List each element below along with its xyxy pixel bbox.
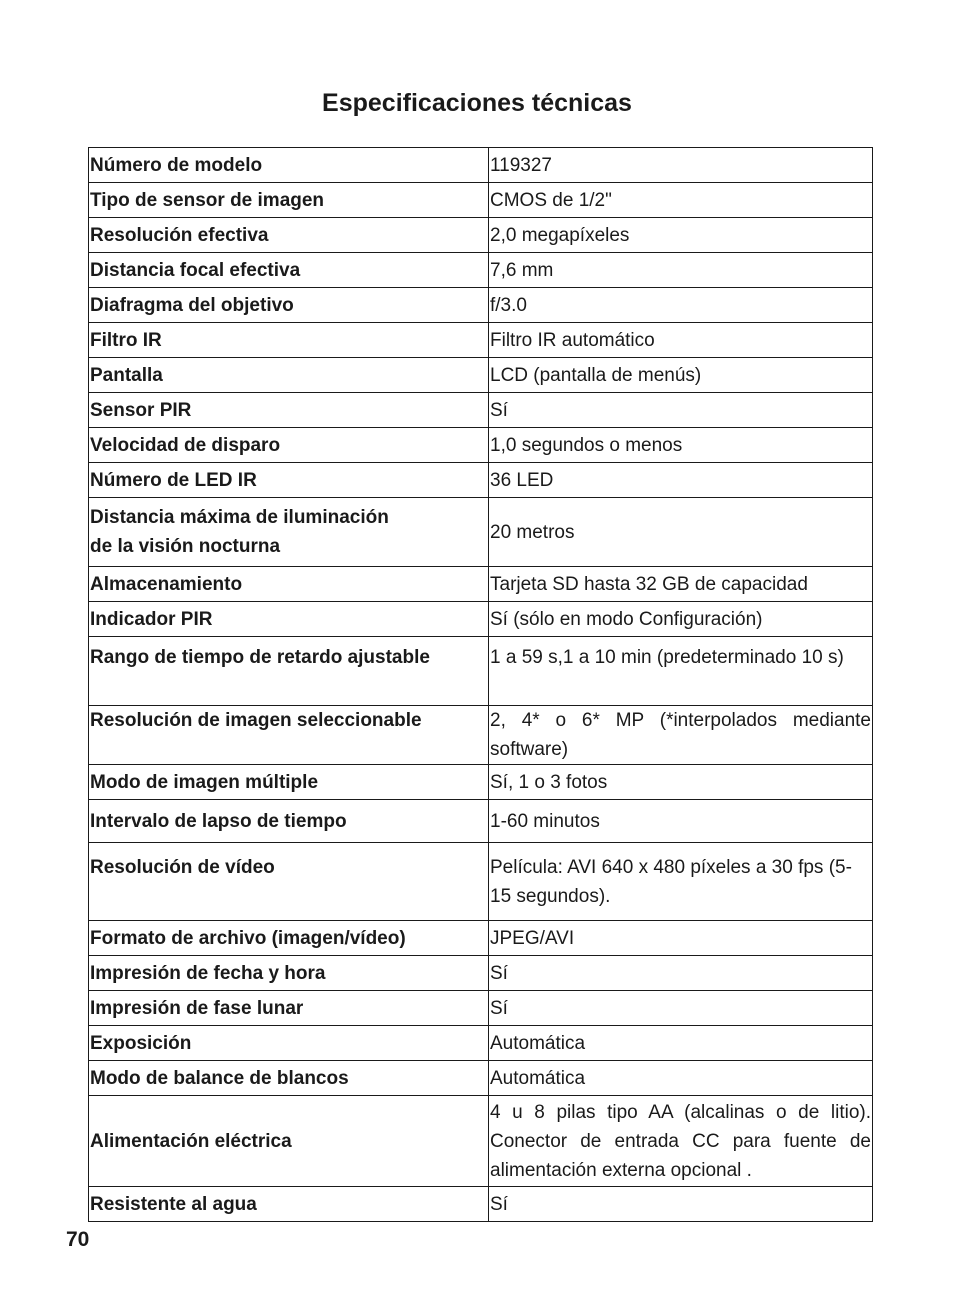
spec-value: Sí: [489, 1187, 873, 1222]
table-row: [89, 288, 873, 323]
spec-label: Almacenamiento: [89, 567, 489, 602]
spec-value: 119327: [489, 148, 873, 183]
table-row: [89, 148, 873, 183]
table-row: [89, 183, 873, 218]
spec-value: 20 metros: [489, 498, 873, 567]
table-row: [89, 800, 873, 843]
spec-value: LCD (pantalla de menús): [489, 358, 873, 393]
spec-label: Impresión de fase lunar: [89, 991, 489, 1026]
spec-label: Resistente al agua: [89, 1187, 489, 1222]
table-row: [89, 706, 873, 765]
spec-label: Intervalo de lapso de tiempo: [89, 800, 489, 843]
table-row: [89, 323, 873, 358]
table-row: [89, 1061, 873, 1096]
spec-value: Sí, 1 o 3 fotos: [489, 765, 873, 800]
spec-label: Distancia focal efectiva: [89, 253, 489, 288]
table-row: [89, 463, 873, 498]
spec-value: JPEG/AVI: [489, 921, 873, 956]
spec-label: Número de LED IR: [89, 463, 489, 498]
specifications-table: [88, 147, 873, 1222]
spec-label: Filtro IR: [89, 323, 489, 358]
table-row: [89, 218, 873, 253]
spec-label: Pantalla: [89, 358, 489, 393]
spec-value: Sí: [489, 393, 873, 428]
spec-value: Tarjeta SD hasta 32 GB de capacidad: [489, 567, 873, 602]
spec-label: Impresión de fecha y hora: [89, 956, 489, 991]
spec-value: CMOS de 1/2": [489, 183, 873, 218]
table-row: [89, 1096, 873, 1187]
spec-label: Modo de balance de blancos: [89, 1061, 489, 1096]
spec-label: Diafragma del objetivo: [89, 288, 489, 323]
table-row: [89, 1026, 873, 1061]
spec-label: Sensor PIR: [89, 393, 489, 428]
spec-label: Distancia máxima de iluminación de la visión nocturna: [89, 498, 489, 567]
spec-label: Tipo de sensor de imagen: [89, 183, 489, 218]
page-title: Especificaciones técnicas: [322, 89, 632, 117]
spec-value: Automática: [489, 1026, 873, 1061]
spec-value: 1 a 59 s,1 a 10 min (predeterminado 10 s): [489, 637, 873, 706]
spec-label: Velocidad de disparo: [89, 428, 489, 463]
spec-value: 1-60 minutos: [489, 800, 873, 843]
table-row: [89, 602, 873, 637]
table-row: [89, 1187, 873, 1222]
spec-value: 2,0 megapíxeles: [489, 218, 873, 253]
table-row: [89, 428, 873, 463]
table-row: [89, 765, 873, 800]
spec-value: 4 u 8 pilas tipo AA (alcalinas o de litio). Conector de entrada CC para fuente de alimentación externa opcional .: [489, 1096, 873, 1187]
page-number: 70: [66, 1228, 90, 1251]
table-row: [89, 991, 873, 1026]
spec-value: Película: AVI 640 x 480 píxeles a 30 fps (5-15 segundos).: [489, 843, 873, 921]
table-row: [89, 358, 873, 393]
table-row: [89, 843, 873, 921]
spec-label: Resolución de vídeo: [89, 843, 489, 921]
table-row: [89, 567, 873, 602]
spec-label: Formato de archivo (imagen/vídeo): [89, 921, 489, 956]
spec-label: Número de modelo: [89, 148, 489, 183]
spec-label: Resolución efectiva: [89, 218, 489, 253]
table-row: [89, 498, 873, 567]
spec-label: Indicador PIR: [89, 602, 489, 637]
spec-value: f/3.0: [489, 288, 873, 323]
spec-value: Filtro IR automático: [489, 323, 873, 358]
spec-value: Automática: [489, 1061, 873, 1096]
spec-value: 2, 4* o 6* MP (*interpolados mediante software): [489, 706, 873, 765]
table-row: [89, 956, 873, 991]
spec-label: Rango de tiempo de retardo ajustable: [89, 637, 489, 706]
spec-label: Resolución de imagen seleccionable: [89, 706, 489, 765]
table-row: [89, 637, 873, 706]
spec-value: 7,6 mm: [489, 253, 873, 288]
table-row: [89, 921, 873, 956]
spec-value: Sí (sólo en modo Configuración): [489, 602, 873, 637]
spec-value: Sí: [489, 956, 873, 991]
spec-label: Alimentación eléctrica: [89, 1096, 489, 1187]
spec-value: 36 LED: [489, 463, 873, 498]
spec-label: Modo de imagen múltiple: [89, 765, 489, 800]
spec-label: Exposición: [89, 1026, 489, 1061]
spec-value: 1,0 segundos o menos: [489, 428, 873, 463]
spec-value: Sí: [489, 991, 873, 1026]
table-row: [89, 393, 873, 428]
table-row: [89, 253, 873, 288]
